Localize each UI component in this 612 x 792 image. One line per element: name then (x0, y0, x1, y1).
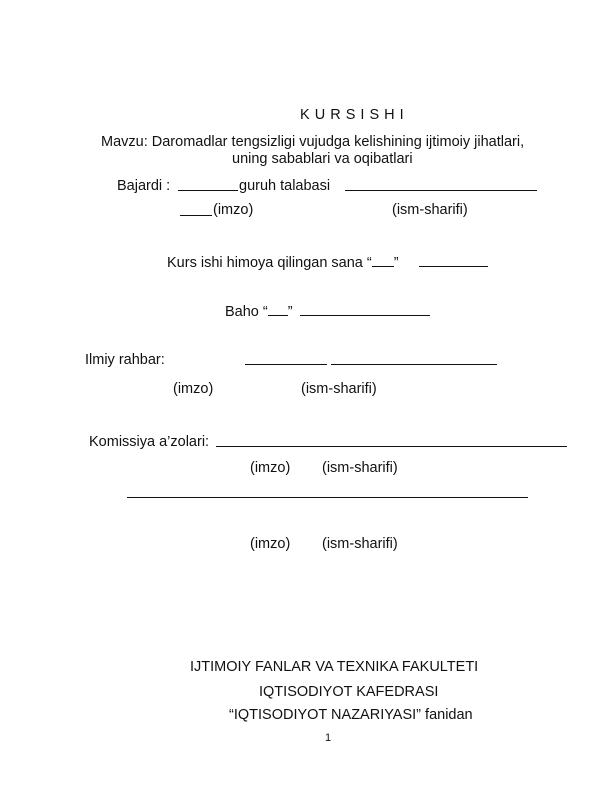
signature-caption-2: (imzo) (173, 381, 214, 397)
grade-value-blank (268, 302, 288, 316)
supervisor-label: Ilmiy rahbar: (85, 352, 165, 368)
grade-text: Baho “ (225, 304, 268, 320)
name-caption-3: (ism-sharifi) (322, 460, 398, 476)
name-caption-1: (ism-sharifi) (392, 202, 468, 218)
grade-label (225, 302, 293, 321)
page-number: 1 (325, 732, 332, 744)
name-caption-4: (ism-sharifi) (322, 536, 398, 552)
defense-date-label (167, 253, 399, 272)
commission-member-2-blank (127, 497, 528, 498)
group-student-label: guruh talabasi (239, 178, 331, 194)
defense-date-text: Kurs ishi himoya qilingan sana “ (167, 255, 372, 271)
grade-quote-close: ” (287, 304, 293, 320)
defense-quote-close: ” (393, 255, 399, 271)
commission-label: Komissiya a’zolari: (89, 434, 210, 450)
grade-signature-blank (300, 315, 430, 316)
defense-day-blank (372, 253, 394, 267)
defense-date-blank (419, 266, 488, 267)
topic-line-2: uning sabablari va oqibatlari (232, 151, 413, 167)
document-title: K U R S I S H I (300, 107, 405, 123)
student-signature-blank (180, 215, 212, 216)
department-name: IQTISODIYOT KAFEDRASI (259, 684, 439, 700)
student-name-blank (345, 190, 537, 191)
commission-member-1-blank (216, 446, 567, 447)
faculty-name: IJTIMOIY FANLAR VA TEXNIKA FAKULTETI (190, 659, 479, 675)
performed-by-label: Bajardi : (117, 178, 171, 194)
topic-line-1: Mavzu: Daromadlar tengsizligi vujudga kelishining ijtimoiy jihatlari, (101, 134, 525, 150)
signature-caption-4: (imzo) (250, 536, 291, 552)
signature-caption-3: (imzo) (250, 460, 291, 476)
student-group-blank (178, 190, 238, 191)
supervisor-signature-blank (245, 364, 327, 365)
name-caption-2: (ism-sharifi) (301, 381, 377, 397)
supervisor-name-blank (331, 364, 497, 365)
signature-caption-1: (imzo) (213, 202, 254, 218)
subject-name: “IQTISODIYOT NAZARIYASI” fanidan (229, 707, 473, 723)
